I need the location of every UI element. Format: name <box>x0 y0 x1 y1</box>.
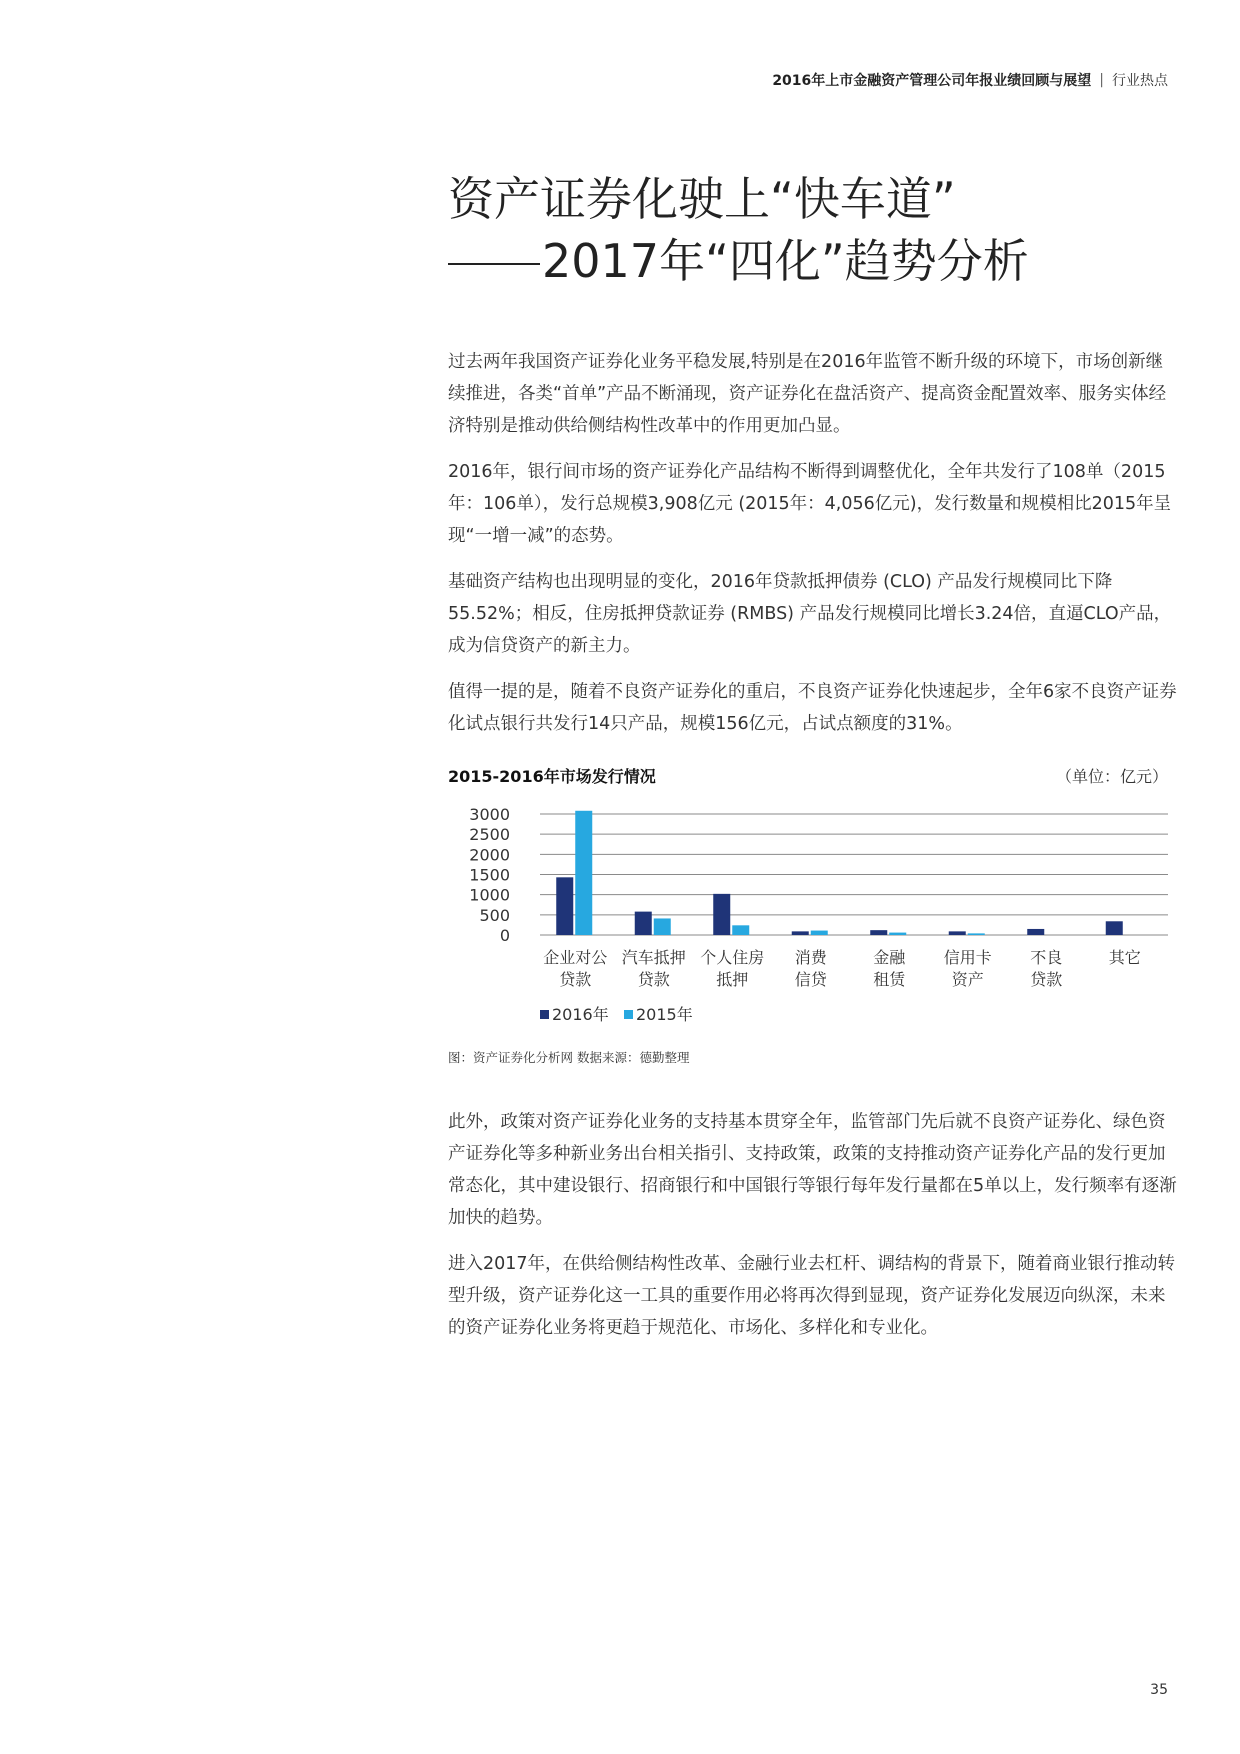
title-line-1: 资产证券化驶上“快车道” <box>448 172 956 226</box>
bar-2015 <box>654 918 671 935</box>
bar-2016 <box>1027 929 1044 935</box>
paragraph-4: 值得一提的是，随着不良资产证券化的重启，不良资产证券化快速起步，全年6家不良资产证券化试点银行共发行14只产品，规模156亿元，占试点额度的31%。 <box>448 682 1177 734</box>
legend-label: 2016年 <box>552 1005 609 1024</box>
x-tick-label: 个人住房 <box>700 948 765 967</box>
x-tick-label: 金融 <box>873 948 906 967</box>
bar-2016 <box>870 930 887 935</box>
paragraph-2: 2016年，银行间市场的资产证券化产品结构不断得到调整优化，全年共发行了108单（2015年：106单），发行总规模3,908亿元 (2015年：4,056亿元)，发行数量和规模相比2015年呈现“一增一减”的态势。 <box>448 462 1172 546</box>
bar-2016 <box>713 894 730 935</box>
legend-swatch <box>624 1010 633 1019</box>
y-tick-label: 2000 <box>469 845 510 865</box>
bar-2016 <box>792 931 809 935</box>
chart-source: 图：资产证券化分析网 数据来源：德勤整理 <box>448 1050 690 1065</box>
paragraph-5: 此外，政策对资产证券化业务的支持基本贯穿全年，监管部门先后就不良资产证券化、绿色资产证券化等多种新业务出台相关指引、支持政策，政策的支持推动资产证券化产品的发行更加常态化，其中建设银行、招商银行和中国银行等银行每年发行量都在5单以上，发行频率有逐渐加快的趋势。 <box>448 1112 1177 1228</box>
x-tick-label: 贷款 <box>559 970 592 989</box>
bar-2015 <box>732 925 749 935</box>
x-tick-label: 贷款 <box>637 970 670 989</box>
title-line-2-row <box>448 230 1029 292</box>
section-label: 行业热点 <box>1112 73 1168 89</box>
x-tick-label: 信用卡 <box>943 948 992 967</box>
x-tick-label: 其它 <box>1108 948 1141 967</box>
bar-2016 <box>1106 921 1123 935</box>
x-tick-label: 不良 <box>1030 948 1063 967</box>
bar-2016 <box>949 931 966 935</box>
page-number: 35 <box>1150 1682 1168 1698</box>
legend-label: 2015年 <box>636 1005 693 1024</box>
paragraph-1: 过去两年我国资产证券化业务平稳发展,特别是在2016年监管不断升级的环境下，市场创新继续推进，各类“首单”产品不断涌现，资产证券化在盘活资产、提高资金配置效率、服务实体经济特别是推动供给侧结构性改革中的作用更加凸显。 <box>448 352 1167 436</box>
article-title <box>448 168 1029 292</box>
page-header <box>772 70 1168 90</box>
paragraph-3: 基础资产结构也出现明显的变化，2016年贷款抵押债券 (CLO) 产品发行规模同比下降55.52%；相反，住房抵押贷款证券 (RMBS) 产品发行规模同比增长3.24倍，直逼CLO产品，成为信贷资产的新主力。 <box>448 572 1172 656</box>
x-tick-label: 抵押 <box>716 970 749 989</box>
bar-2016 <box>556 877 573 935</box>
y-tick-label: 1500 <box>469 865 510 885</box>
title-line-2: 2017年“四化”趋势分析 <box>542 234 1029 288</box>
x-tick-label: 租赁 <box>873 970 906 989</box>
legend-swatch <box>540 1010 549 1019</box>
bar-2015 <box>968 933 985 935</box>
bar-2015 <box>575 811 592 935</box>
x-tick-label: 贷款 <box>1030 970 1063 989</box>
chart-title: 2015-2016年市场发行情况 <box>448 767 656 786</box>
report-title: 2016年上市金融资产管理公司年报业绩回顾与展望 <box>772 73 1092 89</box>
y-tick-label: 3000 <box>469 805 510 824</box>
bar-2015 <box>811 931 828 935</box>
paragraph-6: 进入2017年，在供给侧结构性改革、金融行业去杠杆、调结构的背景下，随着商业银行推动转型升级，资产证券化这一工具的重要作用必将再次得到显现，资产证券化发展迈向纵深，未来的资产证券化业务将更趋于规范化、市场化、多样化和专业化。 <box>448 1254 1176 1338</box>
x-tick-label: 企业对公 <box>543 948 608 967</box>
y-tick-label: 2500 <box>469 825 510 845</box>
x-tick-label: 资产 <box>951 970 984 989</box>
x-tick-label: 信贷 <box>794 970 827 989</box>
bar-2015 <box>889 933 906 935</box>
header-separator: | <box>1099 72 1104 88</box>
y-tick-label: 0 <box>499 926 510 945</box>
chart-unit: （单位：亿元） <box>1055 767 1168 786</box>
bar-2016 <box>635 912 652 935</box>
x-tick-label: 汽车抵押 <box>621 948 686 967</box>
bar-chart <box>448 792 1178 1042</box>
x-tick-label: 消费 <box>794 948 827 967</box>
y-tick-label: 1000 <box>469 885 510 905</box>
y-tick-label: 500 <box>479 905 510 925</box>
title-dash <box>448 263 540 265</box>
